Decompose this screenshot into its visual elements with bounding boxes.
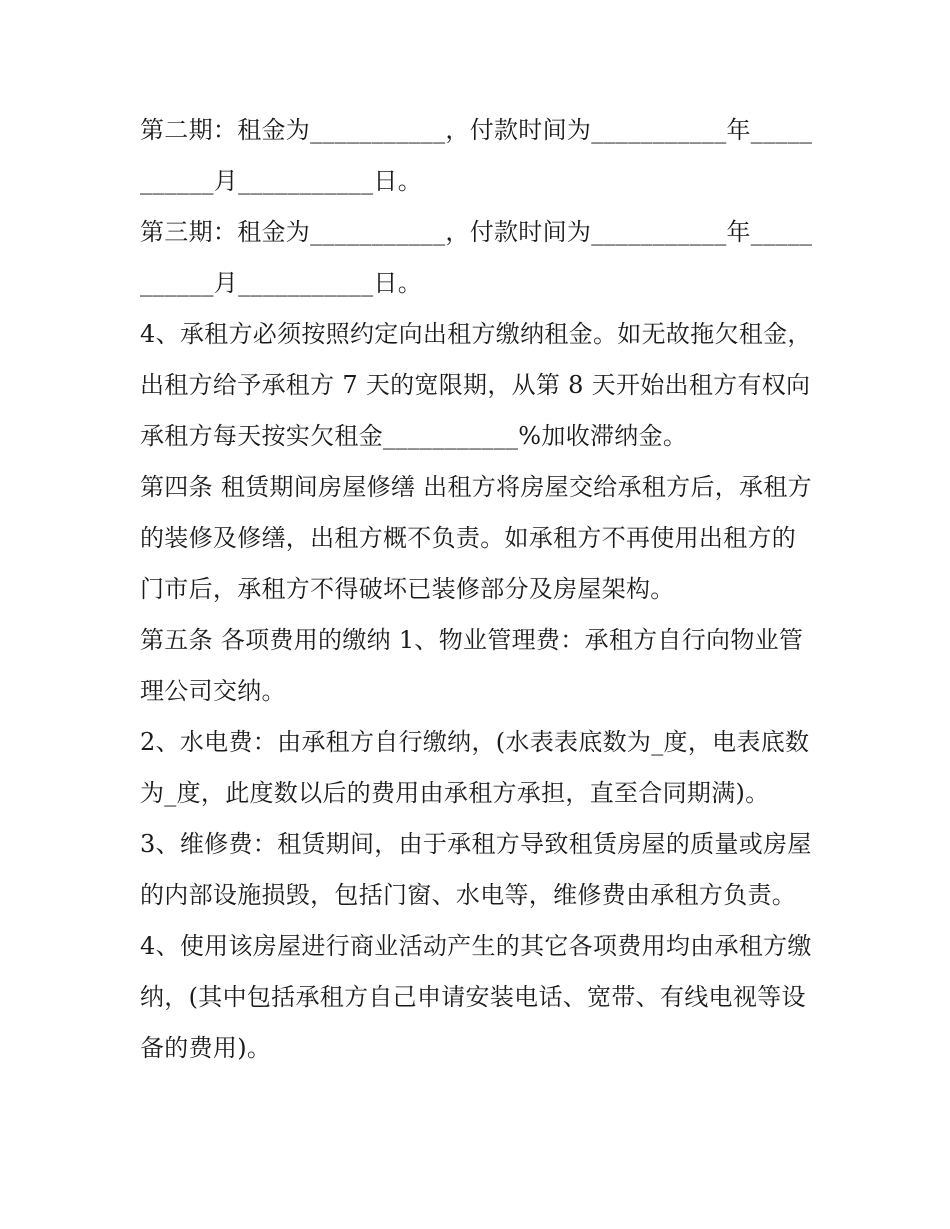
paragraph-late-payment: 4、承租方必须按照约定向出租方缴纳租金。如无故拖欠租金，出租方给予承租方 7 天的宽限期，从第 8 天开始出租方有权向承租方每天按实欠租金___________%加收滞纳金。 — [140, 320, 812, 450]
paragraph-article-four-repairs: 第四条 租赁期间房屋修缮 出租方将房屋交给承租方后，承租方的装修及修缮，出租方概不负责。如承租方不再使用出租方的门市后，承租方不得破坏已装修部分及房屋架构。 — [140, 473, 812, 603]
document-body — [140, 105, 820, 1074]
paragraph-maintenance: 3、维修费：租赁期间，由于承租方导致租赁房屋的质量或房屋的内部设施损毁，包括门窗、水电等，维修费由承租方负责。 — [140, 830, 812, 909]
paragraph-article-five-fees: 第五条 各项费用的缴纳 1、物业管理费：承租方自行向物业管理公司交纳。 — [140, 626, 804, 705]
paragraph-other-fees: 4、使用该房屋进行商业活动产生的其它各项费用均由承租方缴纳，(其中包括承租方自己申请安装电话、宽带、有线电视等设备的费用)。 — [140, 932, 812, 1062]
paragraph-period-three: 第三期：租金为___________，付款时间为___________年___________月___________日。 — [140, 218, 813, 297]
paragraph-utilities: 2、水电费：由承租方自行缴纳，(水表表底数为_度，电表底数为_度，此度数以后的费用由承租方承担，直至合同期满)。 — [140, 728, 810, 807]
paragraph-period-two: 第二期：租金为___________，付款时间为___________年___________月___________日。 — [140, 116, 813, 195]
